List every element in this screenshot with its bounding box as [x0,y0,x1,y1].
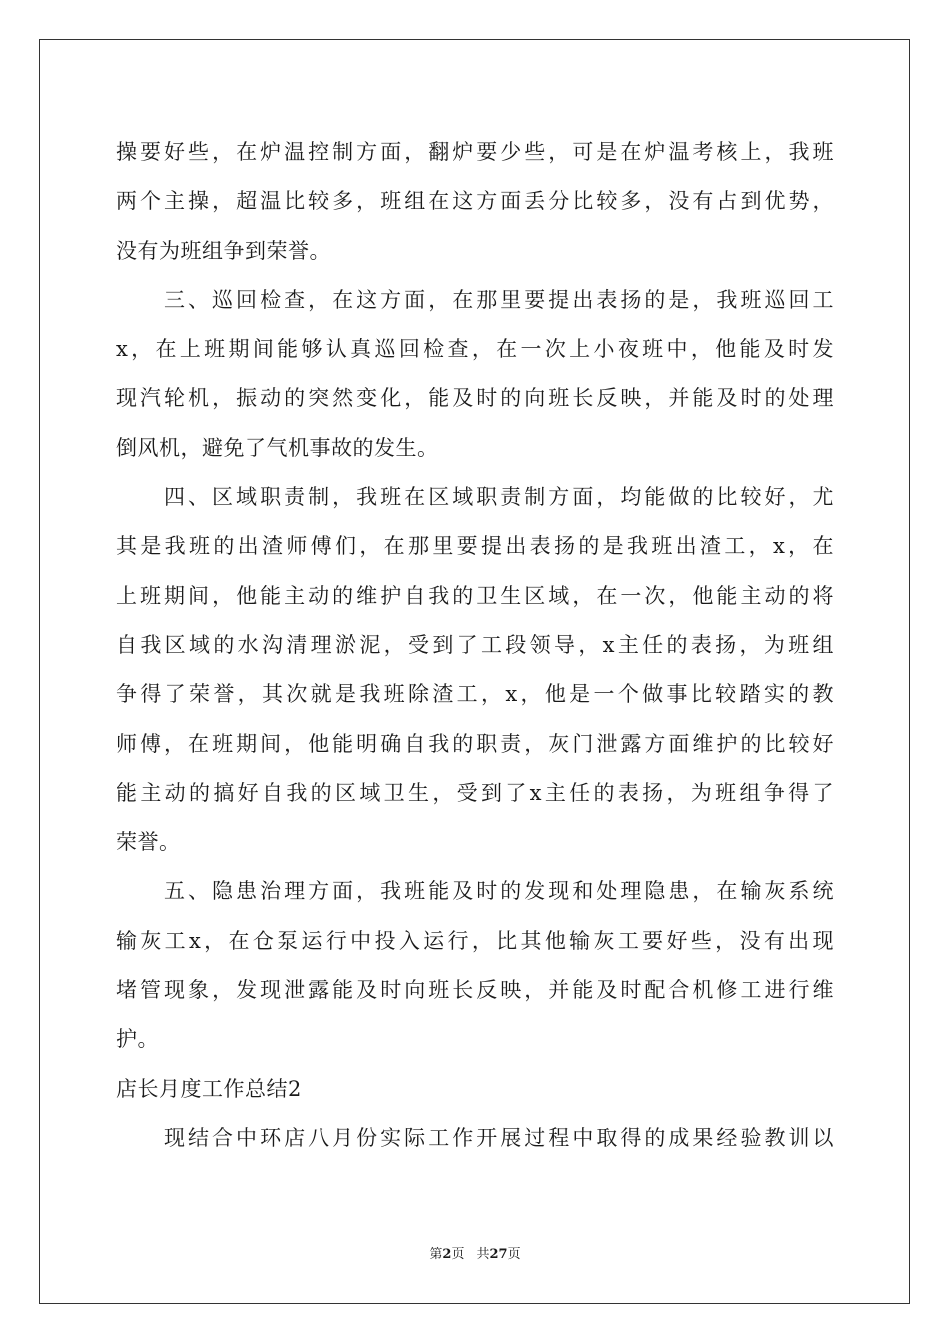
footer-page-current: 2 [442,1247,452,1262]
text-line: 能主动的搞好自我的区域卫生，受到了x主任的表扬，为班组争得了 [116,780,834,805]
text-line: 争得了荣誉，其次就是我班除渣工，x，他是一个做事比较踏实的教 [116,682,834,707]
footer-total-suffix: 页 [507,1247,521,1262]
text-line: 没有为班组争到荣誉。 [116,238,331,263]
text-line: 操要好些，在炉温控制方面，翻炉要少些，可是在炉温考核上，我班 [116,140,834,164]
text-line: 其是我班的出渣师傅们，在那里要提出表扬的是我班出渣工，x，在 [116,534,834,559]
text-line: x，在上班期间能够认真巡回检查，在一次上小夜班中，他能及时发 [116,337,834,362]
page-footer [0,1243,950,1262]
text-line: 输灰工x，在仓泵运行中投入运行，比其他输灰工要好些，没有出现 [116,928,834,953]
text-line: 现结合中环店八月份实际工作开展过程中取得的成果经验教训以 [164,1125,834,1150]
footer-page-suffix: 页 [451,1247,465,1262]
text-line: 两个主操，超温比较多，班组在这方面丢分比较多，没有占到优势， [116,189,834,214]
text-line: 四、区域职责制，我班在区域职责制方面，均能做的比较好，尤 [164,485,834,510]
text-line: 师傅，在班期间，他能明确自我的职责，灰门泄露方面维护的比较好 [116,731,834,756]
text-line: 五、隐患治理方面，我班能及时的发现和处理隐患，在输灰系统 [164,879,834,904]
document-body [116,128,834,1163]
text-line: 店长月度工作总结2 [116,1076,302,1101]
text-line: 现汽轮机，振动的突然变化，能及时的向班长反映，并能及时的处理 [116,386,834,411]
text-line: 堵管现象，发现泄露能及时向班长反映，并能及时配合机修工进行维 [116,978,834,1003]
text-line: 上班期间，他能主动的维护自我的卫生区域，在一次，他能主动的将 [116,583,834,608]
text-line: 护。 [116,1027,159,1052]
footer-total-prefix: 共 [476,1247,490,1262]
text-line: 荣誉。 [116,830,181,855]
text-line: 倒风机，避免了气机事故的发生。 [116,435,439,460]
text-line: 自我区域的水沟清理淤泥，受到了工段领导，x主任的表扬，为班组 [116,632,834,657]
footer-page-prefix: 第 [429,1247,443,1262]
footer-page-total: 27 [489,1247,508,1262]
text-line: 三、巡回检查，在这方面，在那里要提出表扬的是，我班巡回工 [164,287,834,312]
